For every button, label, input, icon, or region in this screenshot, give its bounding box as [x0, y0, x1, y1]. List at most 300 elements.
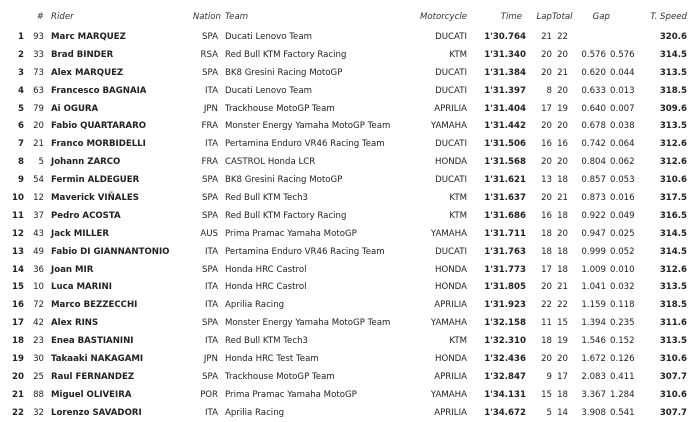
- table-row: [0, 135, 695, 153]
- position-cell: 21: [12, 389, 24, 400]
- gap-to-first-cell: 2.083: [581, 371, 606, 382]
- rider-name-cell: Fabio QUARTARARO: [51, 121, 147, 132]
- lap-time-cell: 1'31.637: [484, 192, 526, 203]
- gap-to-first-cell: [574, 28, 610, 46]
- gap-to-previous-cell: 0.032: [610, 282, 635, 293]
- team-cell: BK8 Gresini Racing MotoGP: [225, 175, 343, 186]
- gap-to-previous-cell: 0.007: [610, 103, 635, 114]
- position-cell: 17: [12, 318, 24, 329]
- total-laps-cell: 20: [557, 49, 568, 60]
- team-cell: Red Bull KTM Factory Racing: [225, 210, 347, 221]
- gap-to-previous-cell: [610, 28, 640, 46]
- position-cell: 7: [18, 139, 24, 150]
- gap-to-previous-cell: 0.053: [610, 175, 635, 186]
- position-cell: 10: [12, 192, 24, 203]
- rider-number-cell: 21: [33, 139, 44, 150]
- best-lap-cell: 18: [541, 246, 552, 257]
- total-laps-cell: 20: [557, 353, 568, 364]
- rider-number-cell: 88: [33, 389, 44, 400]
- gap-to-first-cell: 3.367: [581, 389, 606, 400]
- motorcycle-cell: KTM: [449, 49, 467, 60]
- motorcycle-cell: HONDA: [435, 157, 467, 168]
- gap-to-first-cell: 3.908: [581, 407, 606, 418]
- position-cell: 12: [12, 228, 24, 239]
- motorcycle-cell: DUCATI: [435, 139, 467, 150]
- best-lap-cell: 20: [541, 353, 552, 364]
- top-speed-cell: 310.6: [659, 175, 687, 186]
- rider-name-cell: Johann ZARCO: [51, 157, 121, 168]
- total-laps-cell: 21: [557, 282, 568, 293]
- rider-number-cell: 73: [33, 67, 44, 78]
- gap-to-previous-cell: 0.126: [610, 353, 635, 364]
- best-lap-cell: 21: [541, 31, 552, 42]
- gap-to-first-cell: 0.857: [581, 175, 606, 186]
- position-cell: 11: [12, 210, 24, 221]
- top-speed-cell: 318.5: [659, 300, 687, 311]
- motorcycle-cell: DUCATI: [435, 85, 467, 96]
- header-time: Time: [500, 12, 522, 22]
- header-nation: Nation: [192, 12, 221, 22]
- lap-time-cell: 1'31.568: [484, 157, 526, 168]
- total-laps-cell: 15: [557, 318, 568, 329]
- position-cell: 8: [18, 157, 24, 168]
- nation-cell: ITA: [205, 85, 218, 96]
- total-laps-cell: 20: [557, 121, 568, 132]
- motorcycle-cell: HONDA: [435, 264, 467, 275]
- rider-number-cell: 37: [33, 210, 44, 221]
- team-cell: Prima Pramac Yamaha MotoGP: [225, 228, 357, 239]
- table-row: [0, 278, 695, 296]
- total-laps-cell: 18: [557, 389, 568, 400]
- gap-to-previous-cell: 0.541: [610, 407, 635, 418]
- best-lap-cell: 17: [541, 264, 552, 275]
- position-cell: 22: [12, 407, 24, 418]
- table-row: [0, 314, 695, 332]
- nation-cell: SPA: [202, 31, 218, 42]
- gap-to-previous-cell: 0.038: [610, 121, 635, 132]
- motorcycle-cell: KTM: [449, 210, 467, 221]
- position-cell: 16: [12, 300, 24, 311]
- rider-number-cell: 5: [38, 157, 44, 168]
- rider-number-cell: 23: [33, 336, 44, 347]
- top-speed-cell: 313.5: [659, 282, 687, 293]
- total-laps-cell: 20: [557, 85, 568, 96]
- total-laps-cell: 18: [557, 175, 568, 186]
- top-speed-cell: 310.6: [659, 353, 687, 364]
- motorcycle-cell: YAMAHA: [430, 318, 467, 329]
- lap-time-cell: 1'32.310: [484, 336, 526, 347]
- nation-cell: POR: [200, 389, 218, 400]
- rider-name-cell: Lorenzo SAVADORI: [51, 407, 142, 418]
- nation-cell: SPA: [202, 318, 218, 329]
- top-speed-cell: 314.5: [659, 246, 687, 257]
- rider-number-cell: 43: [33, 228, 44, 239]
- rider-number-cell: 42: [33, 318, 44, 329]
- total-laps-cell: 20: [557, 157, 568, 168]
- team-cell: Trackhouse MotoGP Team: [225, 371, 335, 382]
- gap-to-first-cell: 0.633: [581, 85, 606, 96]
- position-cell: 5: [18, 103, 24, 114]
- rider-name-cell: Marco BEZZECCHI: [51, 300, 138, 311]
- gap-to-first-cell: 0.999: [581, 246, 606, 257]
- motorcycle-cell: DUCATI: [435, 67, 467, 78]
- gap-to-first-cell: 0.620: [581, 67, 606, 78]
- team-cell: Red Bull KTM Tech3: [225, 336, 308, 347]
- table-row: [0, 261, 695, 279]
- table-row: [0, 350, 695, 368]
- table-row: [0, 64, 695, 82]
- position-cell: 13: [12, 246, 24, 257]
- best-lap-cell: 20: [541, 67, 552, 78]
- gap-to-previous-cell: 0.025: [610, 228, 635, 239]
- header-pos: [0, 6, 28, 28]
- rider-name-cell: Miguel OLIVEIRA: [51, 389, 132, 400]
- rider-name-cell: Francesco BAGNAIA: [51, 85, 147, 96]
- lap-time-cell: 1'31.763: [484, 246, 526, 257]
- total-laps-cell: 20: [557, 228, 568, 239]
- team-cell: Red Bull KTM Factory Racing: [225, 49, 347, 60]
- nation-cell: SPA: [202, 175, 218, 186]
- position-cell: 3: [18, 67, 24, 78]
- rider-name-cell: Marc MARQUEZ: [51, 31, 126, 42]
- top-speed-cell: 317.5: [659, 192, 687, 203]
- top-speed-cell: 311.6: [659, 318, 687, 329]
- gap-to-previous-cell: 0.152: [610, 336, 635, 347]
- gap-to-previous-cell: 0.052: [610, 246, 635, 257]
- results-table: [0, 6, 695, 422]
- rider-name-cell: Takaaki NAKAGAMI: [51, 353, 144, 364]
- gap-to-first-cell: 1.546: [581, 336, 606, 347]
- best-lap-cell: 17: [541, 103, 552, 114]
- lap-time-cell: 1'31.506: [484, 139, 526, 150]
- gap-to-previous-cell: 0.064: [610, 139, 635, 150]
- header-lap: Lap: [536, 12, 552, 22]
- best-lap-cell: 8: [546, 85, 552, 96]
- gap-to-previous-cell: 0.118: [610, 300, 635, 311]
- table-row: [0, 117, 695, 135]
- motorcycle-cell: KTM: [449, 336, 467, 347]
- rider-name-cell: Maverick VIÑALES: [51, 192, 139, 203]
- top-speed-cell: 313.5: [659, 67, 687, 78]
- table-row: [0, 368, 695, 386]
- best-lap-cell: 16: [541, 139, 552, 150]
- team-cell: Honda HRC Test Team: [225, 353, 319, 364]
- nation-cell: ITA: [205, 407, 218, 418]
- rider-name-cell: Enea BASTIANINI: [51, 336, 134, 347]
- lap-time-cell: 1'31.805: [484, 282, 526, 293]
- best-lap-cell: 20: [541, 49, 552, 60]
- top-speed-cell: 307.7: [659, 371, 687, 382]
- nation-cell: SPA: [202, 210, 218, 221]
- top-speed-cell: 310.6: [659, 389, 687, 400]
- table-row: [0, 153, 695, 171]
- top-speed-cell: 313.5: [659, 336, 687, 347]
- nation-cell: SPA: [202, 192, 218, 203]
- total-laps-cell: 16: [557, 139, 568, 150]
- rider-number-cell: 36: [33, 264, 44, 275]
- nation-cell: SPA: [202, 264, 218, 275]
- nation-cell: ITA: [205, 282, 218, 293]
- gap-to-first-cell: 1.009: [581, 264, 606, 275]
- team-cell: Honda HRC Castrol: [225, 264, 307, 275]
- rider-number-cell: 79: [33, 103, 44, 114]
- lap-time-cell: 1'31.923: [484, 300, 526, 311]
- gap-to-first-cell: 0.576: [581, 49, 606, 60]
- best-lap-cell: 18: [541, 336, 552, 347]
- gap-to-previous-cell: 0.044: [610, 67, 635, 78]
- table-row: [0, 207, 695, 225]
- position-cell: 14: [12, 264, 24, 275]
- lap-time-cell: 1'31.397: [484, 85, 526, 96]
- rider-number-cell: 10: [33, 282, 44, 293]
- table-row: [0, 28, 695, 46]
- gap-to-first-cell: 0.922: [581, 210, 606, 221]
- total-laps-cell: 19: [557, 336, 568, 347]
- total-laps-cell: 21: [557, 67, 568, 78]
- best-lap-cell: 16: [541, 210, 552, 221]
- team-cell: CASTROL Honda LCR: [225, 157, 316, 168]
- total-laps-cell: 19: [557, 103, 568, 114]
- nation-cell: FRA: [201, 157, 218, 168]
- table-row: [0, 171, 695, 189]
- top-speed-cell: 320.6: [659, 31, 687, 42]
- rider-name-cell: Ai OGURA: [51, 103, 99, 114]
- best-lap-cell: 9: [546, 371, 552, 382]
- total-laps-cell: 18: [557, 264, 568, 275]
- team-cell: Ducati Lenovo Team: [225, 31, 312, 42]
- team-cell: BK8 Gresini Racing MotoGP: [225, 67, 343, 78]
- table-row: [0, 225, 695, 243]
- nation-cell: AUS: [200, 228, 218, 239]
- top-speed-cell: 309.6: [659, 103, 687, 114]
- rider-number-cell: 12: [33, 192, 44, 203]
- gap-to-first-cell: 0.873: [581, 192, 606, 203]
- table-row: [0, 100, 695, 118]
- gap-to-first-cell: 0.804: [581, 157, 606, 168]
- position-cell: 19: [12, 353, 24, 364]
- table-row: [0, 243, 695, 261]
- top-speed-cell: 307.7: [659, 407, 687, 418]
- nation-cell: ITA: [205, 300, 218, 311]
- rider-number-cell: 54: [33, 175, 44, 186]
- best-lap-cell: 20: [541, 157, 552, 168]
- gap-to-first-cell: 1.672: [581, 353, 606, 364]
- rider-name-cell: Raul FERNANDEZ: [51, 371, 135, 382]
- motorcycle-cell: APRILIA: [434, 407, 467, 418]
- total-laps-cell: 18: [557, 246, 568, 257]
- top-speed-cell: 312.6: [659, 139, 687, 150]
- top-speed-cell: 312.6: [659, 157, 687, 168]
- motorcycle-cell: YAMAHA: [430, 228, 467, 239]
- position-cell: 4: [18, 85, 24, 96]
- gap-to-previous-cell: 0.049: [610, 210, 635, 221]
- position-cell: 18: [12, 336, 24, 347]
- motorcycle-cell: DUCATI: [435, 246, 467, 257]
- top-speed-cell: 312.6: [659, 264, 687, 275]
- total-laps-cell: 22: [557, 31, 568, 42]
- rider-number-cell: 33: [33, 49, 44, 60]
- team-cell: Monster Energy Yamaha MotoGP Team: [225, 121, 391, 132]
- total-laps-cell: 17: [557, 371, 568, 382]
- motorcycle-cell: APRILIA: [434, 371, 467, 382]
- header-motorcycle: Motorcycle: [419, 12, 467, 22]
- total-laps-cell: 18: [557, 210, 568, 221]
- team-cell: Trackhouse MotoGP Team: [225, 103, 335, 114]
- gap-to-first-cell: 0.640: [581, 103, 606, 114]
- table-row: [0, 404, 695, 422]
- gap-to-first-cell: 1.394: [581, 318, 606, 329]
- top-speed-cell: 316.5: [659, 210, 687, 221]
- header-rider: Rider: [51, 12, 74, 22]
- best-lap-cell: 11: [541, 318, 552, 329]
- nation-cell: SPA: [202, 371, 218, 382]
- motorcycle-cell: HONDA: [435, 353, 467, 364]
- position-cell: 6: [18, 121, 24, 132]
- gap-to-first-cell: 0.742: [581, 139, 606, 150]
- rider-number-cell: 72: [33, 300, 44, 311]
- top-speed-cell: 318.5: [659, 85, 687, 96]
- motorcycle-cell: YAMAHA: [430, 121, 467, 132]
- rider-name-cell: Joan MIR: [51, 264, 94, 275]
- rider-name-cell: Fabio DI GIANNANTONIO: [51, 246, 170, 257]
- position-cell: 9: [18, 175, 24, 186]
- rider-name-cell: Alex MARQUEZ: [51, 67, 124, 78]
- rider-name-cell: Franco MORBIDELLI: [51, 139, 146, 150]
- lap-time-cell: 1'34.672: [484, 407, 526, 418]
- lap-time-cell: 1'31.773: [484, 264, 526, 275]
- header-gap2: [610, 6, 640, 28]
- lap-time-cell: 1'31.686: [484, 210, 526, 221]
- rider-number-cell: 32: [33, 407, 44, 418]
- best-lap-cell: 20: [541, 121, 552, 132]
- rider-name-cell: Pedro ACOSTA: [51, 210, 121, 221]
- gap-to-first-cell: 1.041: [581, 282, 606, 293]
- rider-number-cell: 63: [33, 85, 44, 96]
- motorcycle-cell: APRILIA: [434, 300, 467, 311]
- lap-time-cell: 1'31.442: [484, 121, 526, 132]
- header-top-speed: T. Speed: [650, 12, 687, 22]
- position-cell: 15: [12, 282, 24, 293]
- lap-time-cell: 1'31.340: [484, 49, 526, 60]
- table-row: [0, 82, 695, 100]
- best-lap-cell: 13: [541, 175, 552, 186]
- total-laps-cell: 14: [557, 407, 568, 418]
- lap-time-cell: 1'34.131: [484, 389, 526, 400]
- motorcycle-cell: DUCATI: [435, 31, 467, 42]
- team-cell: Pertamina Enduro VR46 Racing Team: [225, 246, 385, 257]
- header-team: Team: [225, 12, 249, 22]
- nation-cell: ITA: [205, 246, 218, 257]
- gap-to-previous-cell: 0.013: [610, 85, 635, 96]
- team-cell: Aprilia Racing: [225, 300, 285, 311]
- rider-name-cell: Jack MILLER: [51, 228, 109, 239]
- gap-to-previous-cell: 0.411: [610, 371, 635, 382]
- nation-cell: JPN: [203, 103, 218, 114]
- lap-time-cell: 1'31.711: [484, 228, 526, 239]
- best-lap-cell: 20: [541, 192, 552, 203]
- lap-time-cell: 1'32.847: [484, 371, 526, 382]
- team-cell: Honda HRC Castrol: [225, 282, 307, 293]
- gap-to-first-cell: 0.678: [581, 121, 606, 132]
- rider-name-cell: Fermin ALDEGUER: [51, 175, 140, 186]
- motorcycle-cell: KTM: [449, 192, 467, 203]
- header-number: #: [36, 12, 44, 22]
- total-laps-cell: 22: [557, 300, 568, 311]
- rider-name-cell: Luca MARINI: [51, 282, 112, 293]
- table-row: [0, 189, 695, 207]
- best-lap-cell: 20: [541, 282, 552, 293]
- table-row: [0, 296, 695, 314]
- lap-time-cell: 1'32.436: [484, 353, 526, 364]
- nation-cell: RSA: [200, 49, 218, 60]
- motorcycle-cell: APRILIA: [434, 103, 467, 114]
- position-cell: 2: [18, 49, 24, 60]
- gap-to-first-cell: 1.159: [581, 300, 606, 311]
- lap-time-cell: 1'32.158: [484, 318, 526, 329]
- team-cell: Ducati Lenovo Team: [225, 85, 312, 96]
- rider-number-cell: 25: [33, 371, 44, 382]
- gap-to-previous-cell: 0.016: [610, 192, 635, 203]
- best-lap-cell: 15: [541, 389, 552, 400]
- top-speed-cell: 314.5: [659, 228, 687, 239]
- table-row: [0, 386, 695, 404]
- gap-to-first-cell: 0.947: [581, 228, 606, 239]
- team-cell: Pertamina Enduro VR46 Racing Team: [225, 139, 385, 150]
- total-laps-cell: 21: [557, 192, 568, 203]
- team-cell: Red Bull KTM Tech3: [225, 192, 308, 203]
- rider-number-cell: 93: [33, 31, 44, 42]
- gap-to-previous-cell: 0.235: [610, 318, 635, 329]
- team-cell: Aprilia Racing: [225, 407, 285, 418]
- lap-time-cell: 1'30.764: [484, 31, 526, 42]
- gap-to-previous-cell: 0.576: [610, 49, 635, 60]
- gap-to-previous-cell: 0.062: [610, 157, 635, 168]
- lap-time-cell: 1'31.621: [484, 175, 526, 186]
- team-cell: Monster Energy Yamaha MotoGP Team: [225, 318, 391, 329]
- motorcycle-cell: DUCATI: [435, 175, 467, 186]
- lap-time-cell: 1'31.404: [484, 103, 526, 114]
- best-lap-cell: 22: [541, 300, 552, 311]
- lap-time-cell: 1'31.384: [484, 67, 526, 78]
- nation-cell: ITA: [205, 336, 218, 347]
- top-speed-cell: 314.5: [659, 49, 687, 60]
- top-speed-cell: 313.5: [659, 121, 687, 132]
- header-total: Total: [552, 12, 573, 22]
- header-gap: Gap: [592, 12, 610, 22]
- nation-cell: FRA: [201, 121, 218, 132]
- header-row: [0, 6, 695, 28]
- nation-cell: ITA: [205, 139, 218, 150]
- rider-number-cell: 30: [33, 353, 44, 364]
- gap-to-previous-cell: 1.284: [610, 389, 635, 400]
- nation-cell: SPA: [202, 67, 218, 78]
- gap-to-previous-cell: 0.010: [610, 264, 635, 275]
- rider-number-cell: 49: [33, 246, 44, 257]
- best-lap-cell: 5: [546, 407, 552, 418]
- motorcycle-cell: HONDA: [435, 282, 467, 293]
- nation-cell: JPN: [203, 353, 218, 364]
- rider-number-cell: 20: [33, 121, 44, 132]
- position-cell: 20: [12, 371, 24, 382]
- best-lap-cell: 18: [541, 228, 552, 239]
- motorcycle-cell: YAMAHA: [430, 389, 467, 400]
- team-cell: Prima Pramac Yamaha MotoGP: [225, 389, 357, 400]
- rider-name-cell: Brad BINDER: [51, 49, 114, 60]
- position-cell: 1: [18, 31, 24, 42]
- table-row: [0, 332, 695, 350]
- rider-name-cell: Alex RINS: [51, 318, 99, 329]
- table-row: [0, 46, 695, 64]
